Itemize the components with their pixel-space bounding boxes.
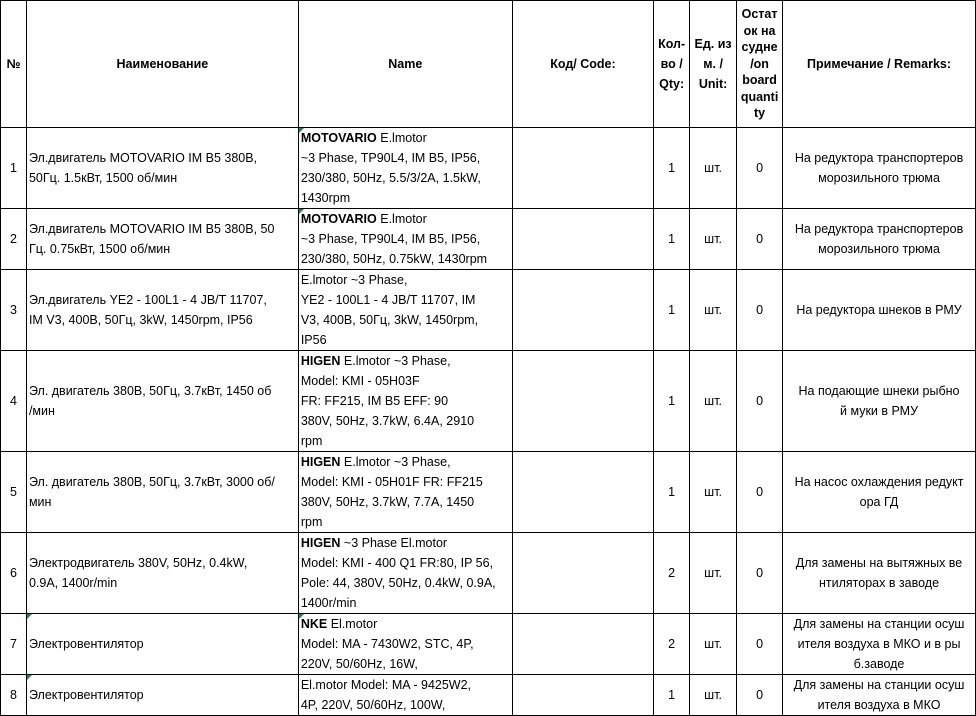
name-ru-cell xyxy=(26,209,298,270)
code-cell xyxy=(512,533,653,614)
text-line: Эл. двигатель 380В, 50Гц, 3.7кВт, 1450 об xyxy=(28,384,272,398)
name-en-line: V3, 400В, 50Гц, 3kW, 1450rpm, xyxy=(300,313,479,327)
name-en-line: Pole: 44, 380V, 50Hz, 0.4kW, 0.9A, xyxy=(300,576,496,590)
name-en-line: 220V, 50/60Hz, 16W, xyxy=(300,657,418,671)
name-ru-cell xyxy=(26,614,298,675)
text-line: й муки в РМУ xyxy=(840,404,919,418)
text-line: м. / xyxy=(703,57,723,71)
table-row xyxy=(1,675,976,716)
qty-cell: 1 xyxy=(654,452,690,533)
name-en-cell xyxy=(298,270,512,351)
name-en-first-line xyxy=(301,209,510,229)
table-row xyxy=(1,614,976,675)
name-en-line: Model: KMI - 400 Q1 FR:80, IP 56, xyxy=(300,556,494,570)
remarks-cell xyxy=(783,533,976,614)
text-line: во / xyxy=(660,57,683,71)
text-line: нтиляторах в заводе xyxy=(818,576,940,590)
text-line: морозильного трюма xyxy=(818,171,940,185)
text-line: мин xyxy=(28,495,52,509)
header-qty xyxy=(654,1,690,128)
text-line: На редуктора шнеков в РМУ xyxy=(796,303,962,317)
header-num: № xyxy=(1,1,27,128)
name-en-first-line xyxy=(301,351,510,371)
name-en-line: YE2 - 100L1 - 4 JB/T 11707, IM xyxy=(300,293,476,307)
table-row xyxy=(1,452,976,533)
name-en-text: El.motor xyxy=(330,617,378,631)
remarks-cell xyxy=(783,128,976,209)
brand-label: MOTOVARIO xyxy=(300,131,377,145)
name-ru-cell xyxy=(26,351,298,452)
name-en-text: E.lmotor ~3 Phase, xyxy=(343,354,451,368)
brand-label: HIGEN xyxy=(300,354,341,368)
text-line: board xyxy=(742,73,777,88)
table-row xyxy=(1,128,976,209)
name-ru-cell xyxy=(26,128,298,209)
code-cell xyxy=(512,209,653,270)
text-line: ок на xyxy=(743,23,776,38)
onboard-cell: 0 xyxy=(737,675,783,716)
qty-cell: 1 xyxy=(654,209,690,270)
text-line: Электровентилятор xyxy=(28,688,144,702)
row-number-cell: 5 xyxy=(1,452,27,533)
text-line: судне xyxy=(741,40,778,55)
header-unit xyxy=(690,1,737,128)
name-en-text: El.motor Model: MA - 9425W2, xyxy=(300,678,472,692)
name-en-line: Model: KMI - 05H03F xyxy=(300,374,420,388)
name-en-text: ~3 Phase El.motor xyxy=(343,536,448,550)
name-en-line: 1400r/min xyxy=(300,596,357,610)
text-line: б.заводе xyxy=(853,657,905,671)
header-name-ru: Наименование xyxy=(26,1,298,128)
code-cell xyxy=(512,614,653,675)
onboard-cell: 0 xyxy=(737,533,783,614)
text-line: Для замены на станции осуш xyxy=(793,617,965,631)
qty-cell: 1 xyxy=(654,128,690,209)
remarks-cell xyxy=(783,351,976,452)
text-line: /on xyxy=(750,56,769,71)
name-en-line: 1430rpm xyxy=(300,191,351,205)
text-line: Электровентилятор xyxy=(28,637,144,651)
name-en-line: Model: KMI - 05H01F FR: FF215 xyxy=(300,475,483,489)
onboard-cell: 0 xyxy=(737,614,783,675)
text-line: ора ГД xyxy=(859,495,899,509)
text-line: Unit: xyxy=(698,77,728,91)
text-line: ителя воздуха в МКО и в ры xyxy=(797,637,961,651)
name-ru-cell xyxy=(26,533,298,614)
row-number-cell: 4 xyxy=(1,351,27,452)
name-en-line: IP56 xyxy=(300,333,327,347)
unit-cell: шт. xyxy=(690,270,737,351)
name-en-first-line xyxy=(301,675,510,695)
text-line: Ед. из xyxy=(694,37,732,51)
text-line: Для замены на станции осуш xyxy=(793,678,965,692)
text-line: Эл.двигатель YE2 - 100L1 - 4 JB/T 11707, xyxy=(28,293,267,307)
remarks-cell xyxy=(783,270,976,351)
name-en-line: 230/380, 50Hz, 0.75kW, 1430rpm xyxy=(300,252,488,266)
text-line: На подающие шнеки рыбно xyxy=(798,384,960,398)
brand-label: HIGEN xyxy=(300,455,341,469)
brand-label: MOTOVARIO xyxy=(300,212,377,226)
unit-cell: шт. xyxy=(690,533,737,614)
brand-label: HIGEN xyxy=(300,536,341,550)
text-line: quanti xyxy=(740,89,779,104)
name-en-line: rpm xyxy=(300,515,323,529)
text-line: IM V3, 400В, 50Гц, 3kW, 1450rpm, IP56 xyxy=(28,313,253,327)
unit-cell: шт. xyxy=(690,209,737,270)
onboard-cell: 0 xyxy=(737,128,783,209)
text-line: Кол- xyxy=(658,37,686,51)
text-line: Qty: xyxy=(659,77,685,91)
brand-label: NKE xyxy=(300,617,328,631)
code-cell xyxy=(512,128,653,209)
name-en-cell xyxy=(298,675,512,716)
row-number-cell: 7 xyxy=(1,614,27,675)
header-row xyxy=(1,1,976,128)
name-en-cell xyxy=(298,351,512,452)
text-line: На насос охлаждения редукт xyxy=(794,475,964,489)
header-onboard xyxy=(737,1,783,128)
name-en-cell xyxy=(298,452,512,533)
code-cell xyxy=(512,351,653,452)
name-en-line: 380V, 50Hz, 3.7kW, 7.7A, 1450 xyxy=(300,495,475,509)
remarks-cell xyxy=(783,209,976,270)
name-ru-cell xyxy=(26,675,298,716)
name-en-line: FR: FF215, IM B5 EFF: 90 xyxy=(300,394,449,408)
header-code: Код/ Code: xyxy=(512,1,653,128)
name-en-text: E.lmotor ~3 Phase, xyxy=(343,455,451,469)
row-number-cell: 2 xyxy=(1,209,27,270)
name-en-first-line xyxy=(301,270,510,290)
name-ru-cell xyxy=(26,270,298,351)
name-en-text: E.lmotor ~3 Phase, xyxy=(300,273,408,287)
unit-cell: шт. xyxy=(690,614,737,675)
name-en-text: E.lmotor xyxy=(380,212,427,226)
qty-cell: 1 xyxy=(654,351,690,452)
text-line: Остат xyxy=(741,7,778,22)
text-line: Эл. двигатель 380В, 50Гц, 3.7кВт, 3000 об/ xyxy=(28,475,275,489)
qty-cell: 2 xyxy=(654,614,690,675)
table-row xyxy=(1,270,976,351)
name-en-cell xyxy=(298,209,512,270)
header-remarks: Примечание / Remarks: xyxy=(783,1,976,128)
name-en-cell xyxy=(298,533,512,614)
text-line: На редуктора транспортеров xyxy=(794,222,964,236)
unit-cell: шт. xyxy=(690,452,737,533)
text-line: Эл.двигатель MOTOVARIO IM B5 380В, xyxy=(28,151,258,165)
row-number-cell: 8 xyxy=(1,675,27,716)
row-number-cell: 1 xyxy=(1,128,27,209)
name-en-line: 4P, 220V, 50/60Hz, 100W, xyxy=(300,698,446,712)
text-line: 50Гц. 1.5кВт, 1500 об/мин xyxy=(28,171,178,185)
unit-cell: шт. xyxy=(690,128,737,209)
text-line: Гц. 0.75кВт, 1500 об/мин xyxy=(28,242,171,256)
text-line: 0.9A, 1400r/min xyxy=(28,576,118,590)
name-en-line: ~3 Phase, TP90L4, IM B5, IP56, xyxy=(300,232,481,246)
text-line: /мин xyxy=(28,404,55,418)
qty-cell: 1 xyxy=(654,270,690,351)
code-cell xyxy=(512,270,653,351)
name-en-line: ~3 Phase, TP90L4, IM B5, IP56, xyxy=(300,151,481,165)
unit-cell: шт. xyxy=(690,351,737,452)
name-en-first-line xyxy=(301,533,510,553)
name-en-first-line xyxy=(301,614,510,634)
text-line: На редуктора транспортеров xyxy=(794,151,964,165)
name-en-first-line xyxy=(301,452,510,472)
remarks-cell xyxy=(783,614,976,675)
name-en-line: 230/380, 50Hz, 5.5/3/2A, 1.5kW, xyxy=(300,171,481,185)
name-ru-cell xyxy=(26,452,298,533)
text-line: Для замены на вытяжных ве xyxy=(795,556,963,570)
onboard-cell: 0 xyxy=(737,270,783,351)
name-en-line: Model: MA - 7430W2, STC, 4P, xyxy=(300,637,474,651)
row-number-cell: 3 xyxy=(1,270,27,351)
name-en-cell xyxy=(298,128,512,209)
qty-cell: 1 xyxy=(654,675,690,716)
table-row xyxy=(1,533,976,614)
code-cell xyxy=(512,452,653,533)
text-line: ty xyxy=(754,106,766,121)
text-line: морозильного трюма xyxy=(818,242,940,256)
text-line: Электродвигатель 380V, 50Hz, 0.4kW, xyxy=(28,556,248,570)
code-cell xyxy=(512,675,653,716)
unit-cell: шт. xyxy=(690,675,737,716)
name-en-cell xyxy=(298,614,512,675)
qty-cell: 2 xyxy=(654,533,690,614)
name-en-line: 380V, 50Hz, 3.7kW, 6.4A, 2910 xyxy=(300,414,475,428)
name-en-first-line xyxy=(301,128,510,148)
header-name-en: Name xyxy=(298,1,512,128)
remarks-cell xyxy=(783,452,976,533)
row-number-cell: 6 xyxy=(1,533,27,614)
text-line: ителя воздуха в МКО xyxy=(817,698,941,712)
onboard-cell: 0 xyxy=(737,452,783,533)
name-en-text: E.lmotor xyxy=(380,131,427,145)
table-row xyxy=(1,209,976,270)
onboard-cell: 0 xyxy=(737,351,783,452)
remarks-cell xyxy=(783,675,976,716)
name-en-line: rpm xyxy=(300,434,323,448)
text-line: Эл.двигатель MOTOVARIO IM B5 380В, 50 xyxy=(28,222,275,236)
onboard-cell: 0 xyxy=(737,209,783,270)
table-row xyxy=(1,351,976,452)
